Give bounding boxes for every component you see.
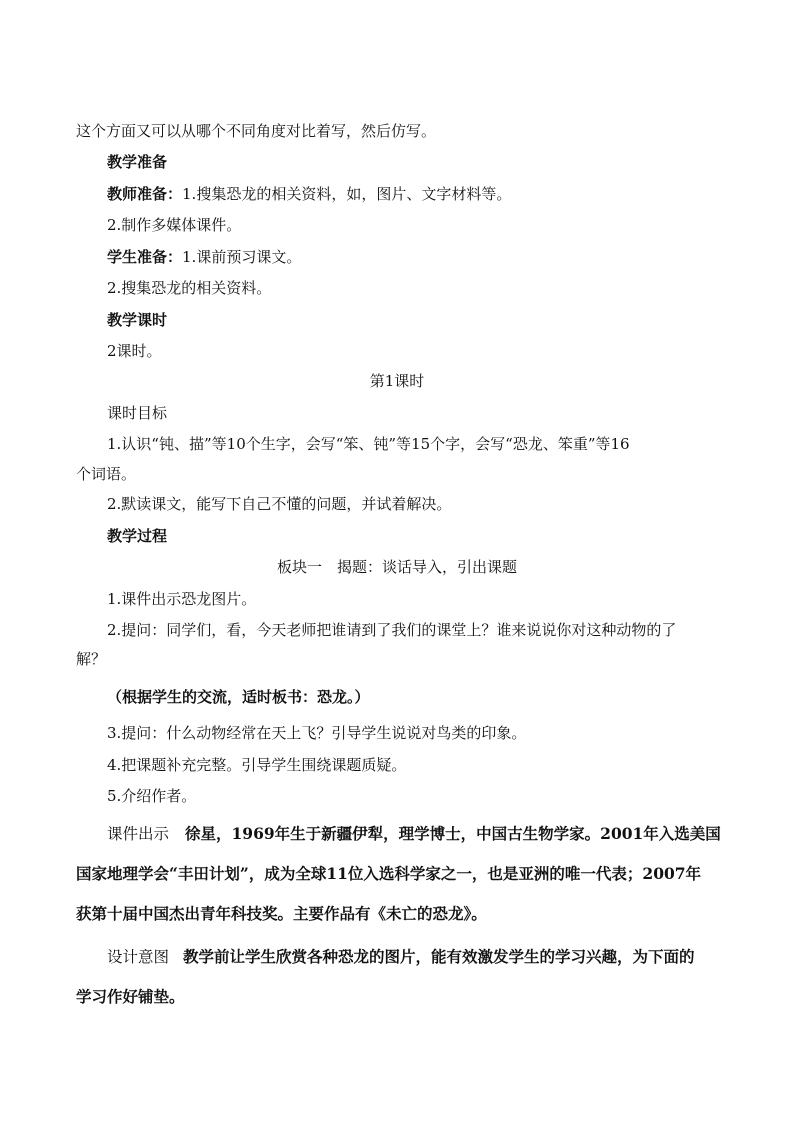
step-4: 4.把课题补充完整。引导学生围绕课题质疑。: [107, 756, 407, 774]
section-heading-process: 教学过程: [107, 527, 168, 545]
teacher-prep-label: 教师准备：: [107, 185, 183, 203]
design-line-a: [107, 946, 718, 968]
design-line-b: 学习作好铺垫。: [76, 987, 185, 1006]
section-heading-preparation: 教学准备: [107, 153, 168, 171]
courseware-line-a: [107, 823, 721, 845]
courseware-line-c: 获第十届中国杰出青年科技奖。主要作品有《未亡的恐龙》。: [76, 904, 487, 923]
teacher-prep-line: [107, 183, 718, 205]
block-1-title: 板块一 揭题：谈话导入，引出课题: [276, 558, 517, 576]
intro-line: 这个方面又可以从哪个不同角度对比着写，然后仿写。: [76, 122, 437, 140]
goal-2: 2.默读课文，能写下自己不懂的问题，并试着解决。: [107, 495, 452, 513]
section-heading-goals: 课时目标: [107, 404, 168, 422]
hours-value: 2课时。: [107, 342, 162, 360]
courseware-text-a: 徐星，1969年生于新疆伊犁，理学博士，中国古生物学家。2001年入选美国: [185, 824, 721, 843]
student-prep-item-1: 1.课前预习课文。: [182, 248, 302, 266]
teacher-prep-item-1: 1.搜集恐龙的相关资料，如，图片、文字材料等。: [182, 185, 512, 203]
board-note: （根据学生的交流，适时板书：恐龙。）: [107, 688, 370, 706]
step-5: 5.介绍作者。: [107, 787, 197, 805]
design-label: 设计意图: [107, 948, 170, 966]
courseware-label: 课件出示: [107, 825, 170, 843]
goal-1-line-b: 个词语。: [76, 465, 137, 483]
lesson-title: 第1课时: [369, 372, 425, 390]
step-3: 3.提问：什么动物经常在天上飞？引导学生说说对鸟类的印象。: [107, 724, 527, 742]
teacher-prep-item-2: 2.制作多媒体课件。: [107, 216, 242, 234]
step-1: 1.课件出示恐龙图片。: [107, 590, 257, 608]
step-2-line-b: 解？: [76, 650, 107, 668]
design-text-a: 教学前让学生欣赏各种恐龙的图片，能有效激发学生的学习兴趣，为下面的: [183, 947, 695, 966]
section-heading-hours: 教学课时: [107, 311, 168, 329]
step-2-line-a: 2.提问：同学们，看，今天老师把谁请到了我们的课堂上？谁来说说你对这种动物的了: [107, 621, 677, 639]
courseware-line-b: 国家地理学会“丰田计划”，成为全球11位入选科学家之一，也是亚洲的唯一代表；2007年: [76, 864, 702, 883]
goal-1-line-a: 1.认识“钝、描”等10个生字，会写“笨、钝”等15个字，会写“恐龙、笨重”等16: [107, 435, 630, 453]
student-prep-item-2: 2.搜集恐龙的相关资料。: [107, 279, 272, 297]
student-prep-label: 学生准备：: [107, 248, 183, 266]
student-prep-line: [107, 246, 718, 268]
